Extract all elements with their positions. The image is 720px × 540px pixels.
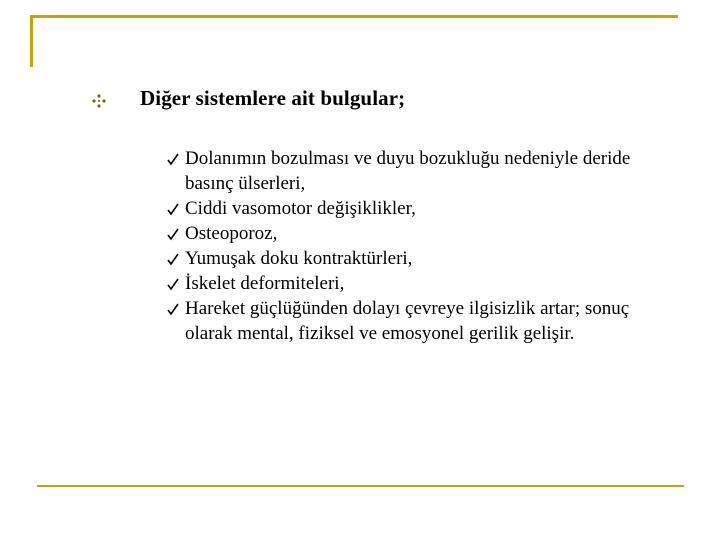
list-item: Osteoporoz, bbox=[185, 223, 278, 244]
list-item: Yumuşak doku kontraktürleri, bbox=[185, 248, 413, 269]
list-item: Ciddi vasomotor değişiklikler, bbox=[185, 198, 416, 219]
slide-heading: Diğer sistemlere ait bulgular; bbox=[140, 86, 406, 110]
frame-top-rule bbox=[30, 15, 678, 18]
bullet-list bbox=[185, 146, 680, 346]
frame-bottom-rule bbox=[37, 485, 684, 487]
frame-left-rule bbox=[30, 15, 33, 67]
four-diamond-bullet-icon bbox=[92, 94, 106, 108]
checkmark-icon bbox=[166, 202, 180, 216]
list-item: Hareket güçlüğünden dolayı çevreye ilgisizlik artar; sonuç olarak mental, fiziksel ve emosyonel gerilik gelişir. bbox=[185, 298, 630, 344]
checkmark-icon bbox=[166, 302, 180, 316]
checkmark-icon bbox=[166, 227, 180, 241]
checkmark-icon bbox=[166, 277, 180, 291]
checkmark-icon bbox=[166, 252, 180, 266]
list-item: İskelet deformiteleri, bbox=[185, 273, 345, 294]
checkmark-icon bbox=[166, 152, 180, 166]
list-item: Dolanımın bozulması ve duyu bozukluğu nedeniyle deride basınç ülserleri, bbox=[185, 148, 631, 194]
